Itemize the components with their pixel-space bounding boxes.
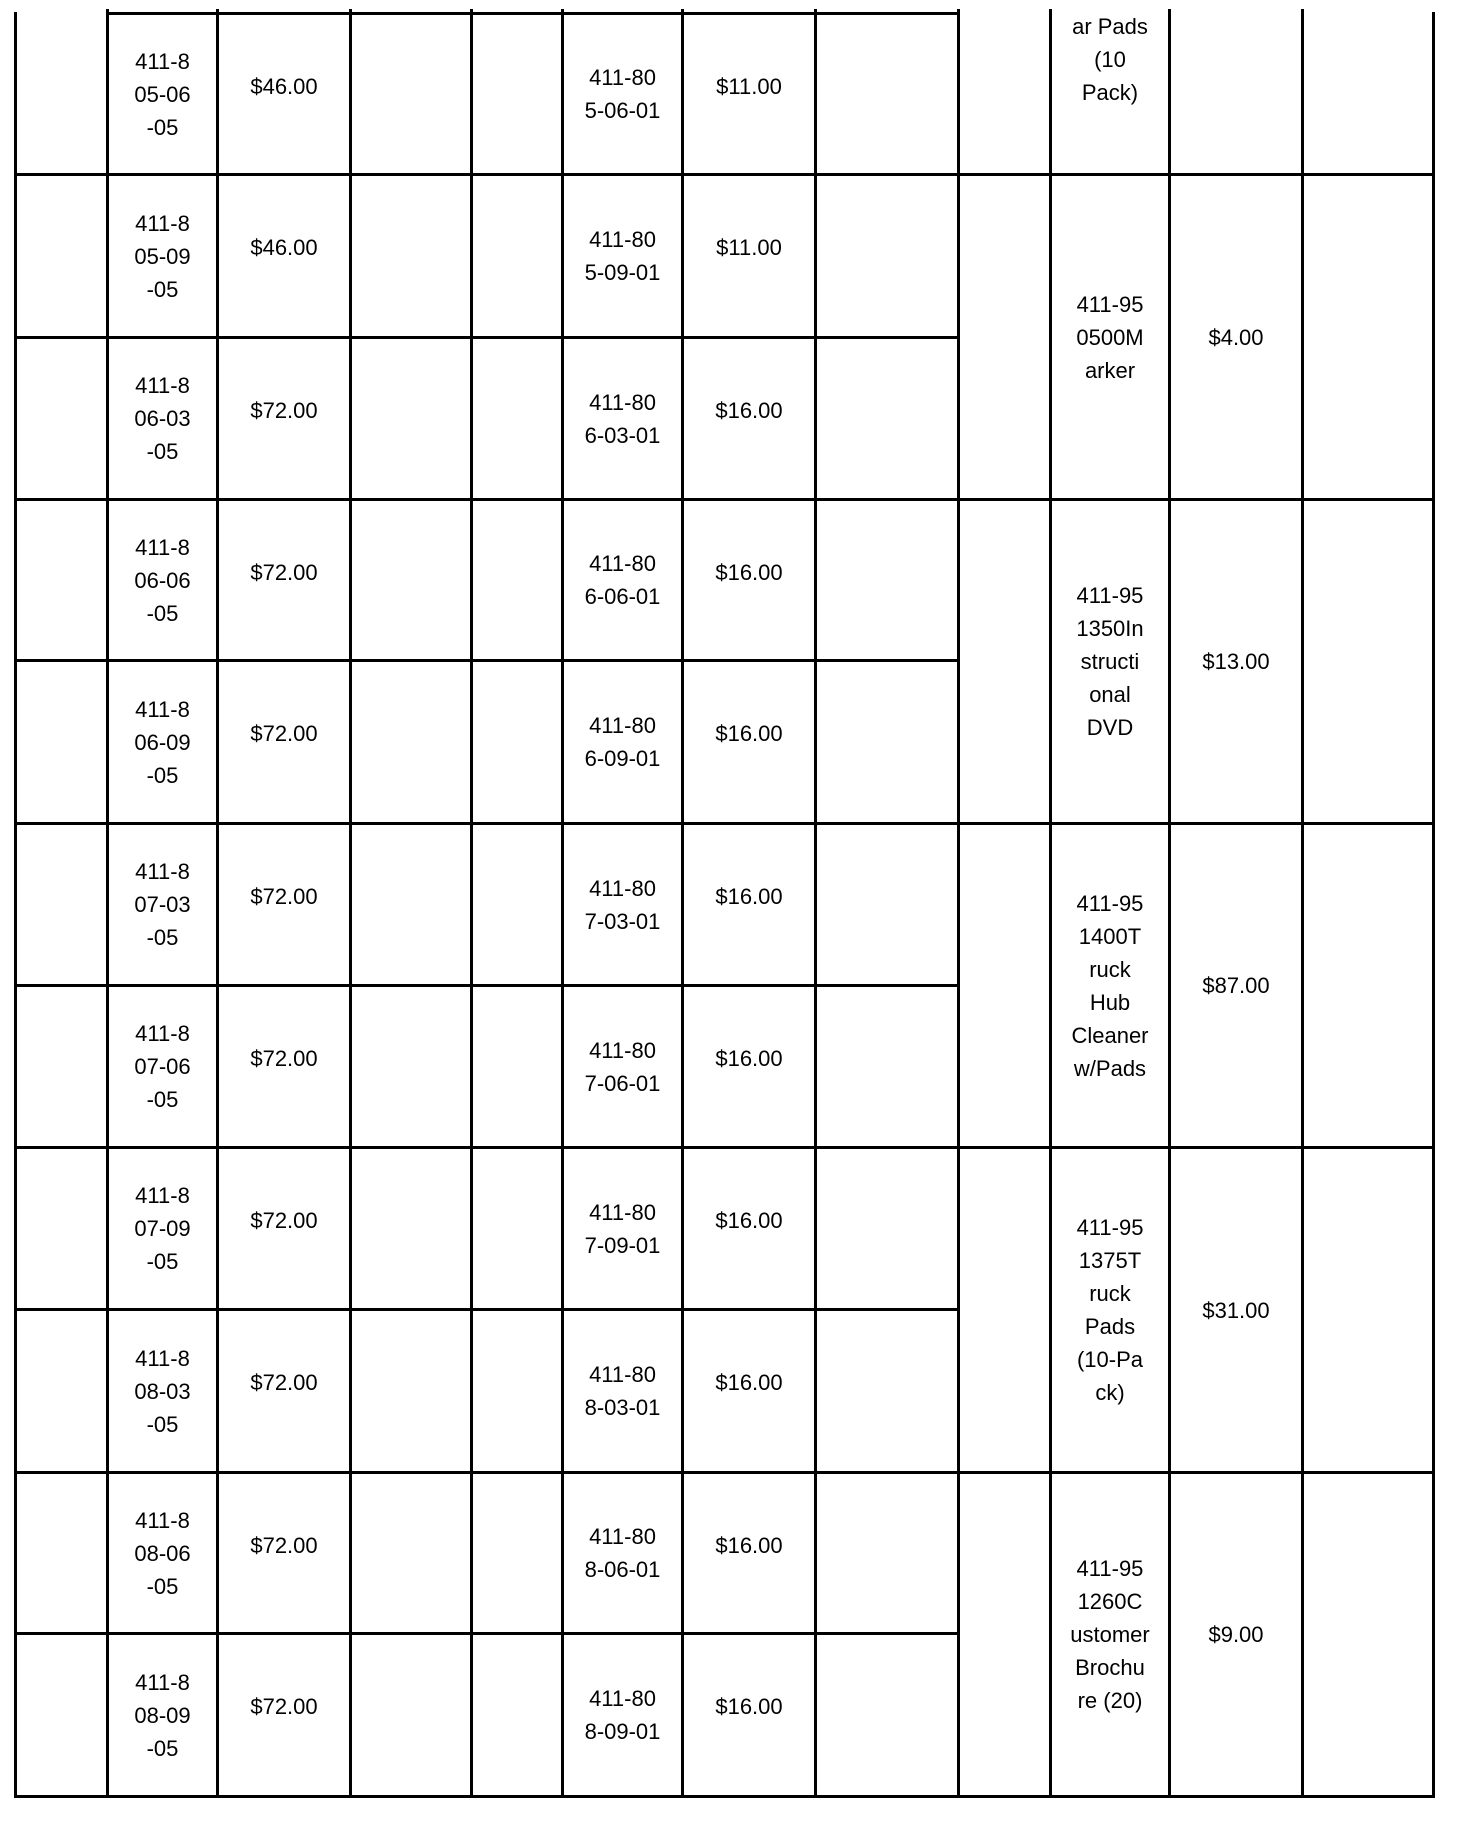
part-number: 411-8 06-06 -05 — [134, 534, 191, 626]
accessory-price: $4.00 — [1208, 324, 1264, 350]
accessory-price: $13.00 — [1202, 649, 1270, 674]
grid-vertical-line — [349, 9, 352, 1797]
pad-part-number: 411-80 6-06-01 — [584, 551, 661, 609]
accessory-description: 411-95 1260C ustomer Brochu re (20) — [1070, 1556, 1150, 1713]
part-number: 411-8 07-03 -05 — [134, 859, 191, 950]
part-number: 411-8 08-09 -05 — [134, 1669, 191, 1761]
grid-vertical-line — [470, 9, 473, 1797]
part-number: 411-8 05-06 -05 — [134, 48, 191, 140]
part-number: 411-8 06-03 -05 — [134, 373, 191, 464]
accessory-description: 411-95 1375T ruck Pads (10-Pa ck) — [1076, 1215, 1144, 1405]
part-number: 411-8 06-09 -05 — [134, 696, 191, 788]
pad-price: $16.00 — [715, 721, 783, 746]
grid-vertical-line — [1301, 9, 1304, 1797]
part-number: 411-8 08-06 -05 — [134, 1507, 191, 1599]
pad-part-number: 411-80 7-06-01 — [584, 1037, 661, 1096]
accessory-description: 411-95 1350In structi onal DVD — [1076, 583, 1144, 740]
pad-price: $16.00 — [715, 884, 783, 909]
part-number: 411-8 08-03 -05 — [134, 1345, 191, 1437]
part-number: 411-8 07-09 -05 — [134, 1183, 191, 1274]
pad-price: $16.00 — [715, 398, 783, 423]
part-price: $72.00 — [250, 1046, 318, 1071]
part-number: 411-8 05-09 -05 — [134, 210, 191, 302]
part-number: 411-8 07-06 -05 — [134, 1021, 191, 1112]
pad-part-number: 411-80 6-09-01 — [584, 713, 661, 771]
grid-vertical-line — [14, 12, 17, 1797]
pad-price: $16.00 — [715, 560, 783, 585]
accessory-description: 411-95 0500M arker — [1076, 291, 1144, 383]
part-price: $72.00 — [250, 1208, 318, 1233]
grid-vertical-line — [957, 9, 960, 1797]
pad-part-number: 411-80 5-09-01 — [584, 227, 661, 285]
accessory-price: $9.00 — [1208, 1622, 1264, 1647]
pad-part-number: 411-80 5-06-01 — [584, 65, 661, 123]
part-price: $72.00 — [250, 398, 318, 423]
part-price: $46.00 — [250, 235, 318, 260]
accessory-price: $31.00 — [1202, 1297, 1270, 1323]
pad-part-number: 411-80 7-03-01 — [584, 875, 661, 934]
part-price: $72.00 — [250, 560, 318, 585]
pad-price: $11.00 — [716, 74, 782, 99]
part-price: $72.00 — [250, 1370, 318, 1395]
pad-part-number: 411-80 8-09-01 — [584, 1686, 661, 1744]
accessory-description: ar Pads (10 Pack) — [1072, 14, 1148, 105]
grid-horizontal-line — [957, 1795, 1435, 1798]
accessory-description: 411-95 1400T ruck Hub Cleaner w/Pads — [1071, 890, 1149, 1081]
pad-part-number: 411-80 8-06-01 — [584, 1524, 661, 1582]
pad-price: $16.00 — [715, 1208, 783, 1233]
accessory-price: $87.00 — [1202, 973, 1270, 998]
grid-vertical-line — [814, 9, 817, 1797]
pad-part-number: 411-80 8-03-01 — [584, 1362, 661, 1420]
pad-part-number: 411-80 6-03-01 — [584, 389, 661, 448]
grid-horizontal-line — [14, 1795, 960, 1798]
pad-price: $11.00 — [716, 235, 782, 260]
part-price: $46.00 — [250, 74, 318, 99]
pad-price: $16.00 — [715, 1046, 783, 1071]
pad-price: $16.00 — [715, 1370, 783, 1395]
part-price: $72.00 — [250, 1694, 318, 1719]
grid-vertical-line — [1432, 12, 1435, 1797]
part-price: $72.00 — [250, 1533, 318, 1558]
part-price: $72.00 — [250, 884, 318, 909]
accessory-price — [1171, 15, 1301, 173]
pad-price: $16.00 — [715, 1694, 783, 1719]
pad-part-number: 411-80 7-09-01 — [584, 1199, 661, 1258]
part-price: $72.00 — [250, 721, 318, 746]
pad-price: $16.00 — [715, 1533, 783, 1558]
